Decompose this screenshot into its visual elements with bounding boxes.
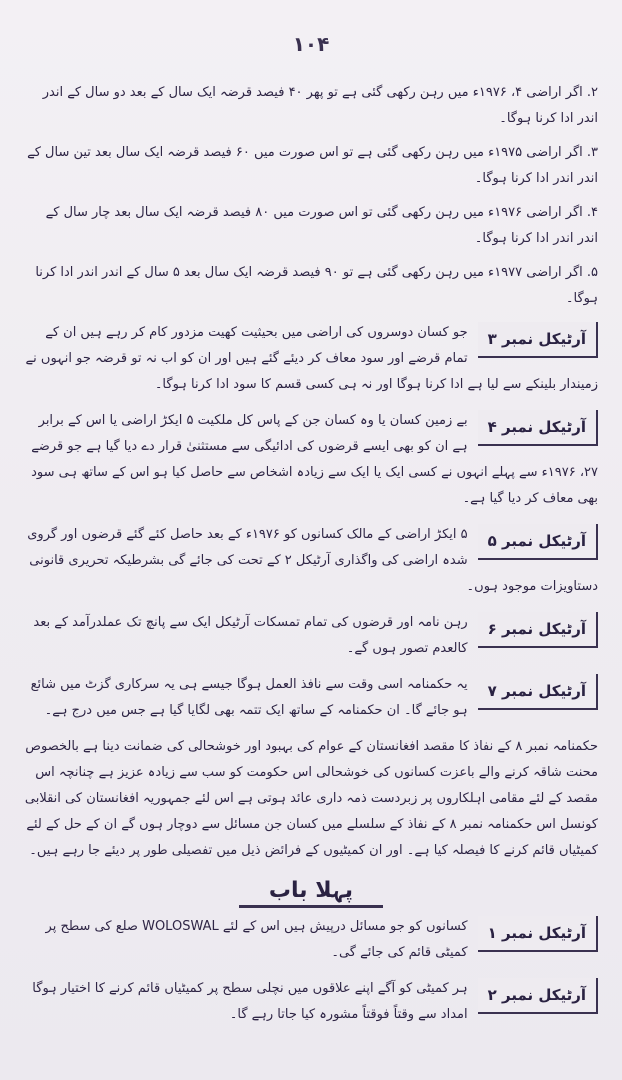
article-5 bbox=[24, 522, 598, 600]
article-text: رہن نامہ اور قرضوں کی تمام تمسکات آرٹیکل ایک سے پانچ تک عملدرآمد کے بعد کالعدم تصور ہوں گے۔ bbox=[33, 615, 468, 656]
article-label: آرٹیکل نمبر ۶ bbox=[478, 612, 598, 648]
article-text: ۵ ایکڑ اراضی کے مالک کسانوں کو ۱۹۷۶ء کے بعد حاصل کئے گئے قرضوں اور گروی شدہ اراضی کی واگذاری آرٹیکل ۲ کے تحت کی جائے گی بشرطیکہ تحریری قانونی دستاویزات موجود ہوں۔ bbox=[27, 527, 598, 594]
numbered-item-3: ۳. اگر اراضی ۱۹۷۵ء میں رہن رکھی گئی ہے تو اس صورت میں ۶۰ فیصد قرضہ ایک سال بعد تین سال کے اندر اندر ادا کرنا ہوگا۔ bbox=[27, 145, 598, 186]
article-label: آرٹیکل نمبر ۳ bbox=[478, 322, 598, 358]
article-label: آرٹیکل نمبر ۴ bbox=[478, 410, 598, 446]
article-text: یہ حکمنامہ اسی وقت سے نافذ العمل ہوگا جیسے ہی یہ سرکاری گزٹ میں شائع ہو جائے گا۔ ان حکمنامہ کے ساتھ ایک تتمہ بھی لگایا گیا ہے جس میں درج ہے۔ bbox=[30, 677, 468, 718]
article-7 bbox=[24, 672, 598, 724]
article-text: کسانوں کو جو مسائل درپیش ہیں اس کے لئے WOLOSWAL صلع کی سطح پر کمیٹی قائم کی جائے گی۔ bbox=[45, 919, 468, 960]
article-label: آرٹیکل نمبر ۱ bbox=[478, 916, 598, 952]
chapter-heading bbox=[24, 878, 598, 904]
numbered-item-4: ۴. اگر اراضی ۱۹۷۶ء میں رہن رکھی گئی تو اس صورت میں ۸۰ فیصد قرضہ ایک سال بعد چار سال کے اندر اندر ادا کرنا ہوگا۔ bbox=[45, 205, 598, 246]
body-paragraph: حکمنامہ نمبر ۸ کے نفاذ کا مقصد افغانستان کے عوام کی بہبود اور خوشحالی کی ضمانت دینا ہے بالخصوص محنت شاقہ کرنے والے باعزت کسانوں کی خوشحالی اس حکومت کو سب سے زیادہ عزیز ہے چنانچہ اس مقصد کے لئے مقامی اہلکاروں پر زبردست ذمہ داری عائد ہوتی ہے اس لئے جمہوریہ افغانستان کی انقلابی کونسل اس حکمنامہ نمبر ۸ کے نفاذ کے سلسلے میں کسان جن مسائل سے دوچار ہوں گے ان کے حل کے لئے کمیٹیاں قائم کرنے کا فیصلہ کیا ہے۔ اور ان کمیٹیوں کے فرائض ذیل میں تفصیلی طور پر دیئے جا رہے ہیں۔ bbox=[24, 739, 598, 858]
article-3 bbox=[24, 320, 598, 398]
article-4 bbox=[24, 408, 598, 512]
chapter-article-2 bbox=[24, 976, 598, 1028]
numbered-item-2: ۲. اگر اراضی ۴، ۱۹۷۶ء میں رہن رکھی گئی ہے تو پھر ۴۰ فیصد قرضہ ایک سال کے بعد دو سال کے اندر اندر ادا کرنا ہوگا۔ bbox=[42, 85, 598, 126]
article-label: آرٹیکل نمبر ۵ bbox=[478, 524, 598, 560]
article-text: جو کسان دوسروں کی اراضی میں بحیثیت کھیت مزدور کام کر رہے ہیں ان کے تمام قرضے اور سود معاف کر دیئے گئے ہیں اور ان کو اب نہ تو قرضہ جو انہوں نے زمیندار بلینکے سے لیا ہے ادا کرنا ہوگا اور نہ ہی کسی قسم کا سود ادا کرنا ہوگا۔ bbox=[25, 325, 598, 392]
article-6 bbox=[24, 610, 598, 662]
chapter-title: پہلا باب bbox=[239, 878, 383, 908]
article-text: ہر کمیٹی کو آگے اپنے علاقوں میں نچلی سطح پر کمیٹیاں قائم کرنے کا اختیار ہوگا امداد سے وقتاً فوقتاً مشورہ کیا جاتا رہے گا۔ bbox=[32, 981, 468, 1022]
chapter-article-1 bbox=[24, 914, 598, 966]
page-number: ۱۰۴ bbox=[292, 32, 330, 56]
article-label: آرٹیکل نمبر ۲ bbox=[478, 978, 598, 1014]
article-text: بے زمین کسان یا وہ کسان جن کے پاس کل ملکیت ۵ ایکڑ اراضی یا اس کے برابر ہے ان کو بھی ایسے قرضوں کی ادائیگی سے مستثنیٰ قرار دے دیا گیا ہے جو قرضے ۲۷، ۱۹۷۶ء سے پہلے انہوں نے کسی ایک یا ایک سے زیادہ اشخاص سے حاصل کیا ہو اس کے ساتھ ہی سود بھی معاف کر دیا گیا ہے۔ bbox=[31, 413, 598, 506]
numbered-item-5: ۵. اگر اراضی ۱۹۷۷ء میں رہن رکھی گئی ہے تو ۹۰ فیصد قرضہ ایک سال بعد ۵ سال کے اندر اندر ادا کرنا ہوگا۔ bbox=[35, 265, 598, 306]
page-content bbox=[24, 80, 598, 1038]
article-label: آرٹیکل نمبر ۷ bbox=[478, 674, 598, 710]
